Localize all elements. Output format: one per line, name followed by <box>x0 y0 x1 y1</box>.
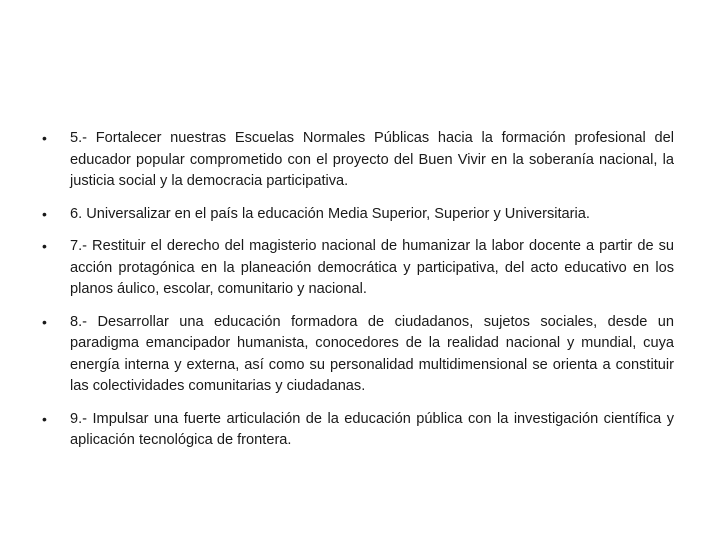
bullet-marker: • <box>42 313 47 330</box>
bullet-item-6 <box>40 204 674 226</box>
bullet-item-9 <box>40 409 674 452</box>
bullet-item-7 <box>40 236 674 301</box>
bullet-text: 8.- Desarrollar una educación formadora de ciudadanos, sujetos sociales, desde un paradigma emancipador humanista, conocedores de la realidad nacional y mundial, cuya energía interna y externa, así como su personalidad multidimensional se orienta a constituir las colectividades comunitarias y ciudadanas. <box>70 313 674 394</box>
bullet-text: 5.- Fortalecer nuestras Escuelas Normales Públicas hacia la formación profesional del educador popular comprometido con el proyecto del Buen Vivir en la soberanía nacional, la justicia social y la democracia participativa. <box>70 130 674 189</box>
bullet-text: 9.- Impulsar una fuerte articulación de la educación pública con la investigación científica y aplicación tecnológica de frontera. <box>70 410 674 448</box>
bullet-marker: • <box>42 238 47 254</box>
bullet-text: 7.- Restituir el derecho del magisterio nacional de humanizar la labor docente a partir de su acción protagónica en la planeación democrática y participativa, del acto educativo en los planos áulico, escolar, comunitario y nacional. <box>70 238 674 297</box>
bullet-marker: • <box>42 130 47 146</box>
bullet-marker: • <box>42 205 47 222</box>
bullet-list <box>40 128 674 463</box>
bullet-text: 6. Universalizar en el país la educación Media Superior, Superior y Universitaria. <box>70 205 590 222</box>
bullet-item-8 <box>40 312 674 398</box>
bullet-marker: • <box>42 410 47 427</box>
bullet-item-5 <box>40 128 674 193</box>
